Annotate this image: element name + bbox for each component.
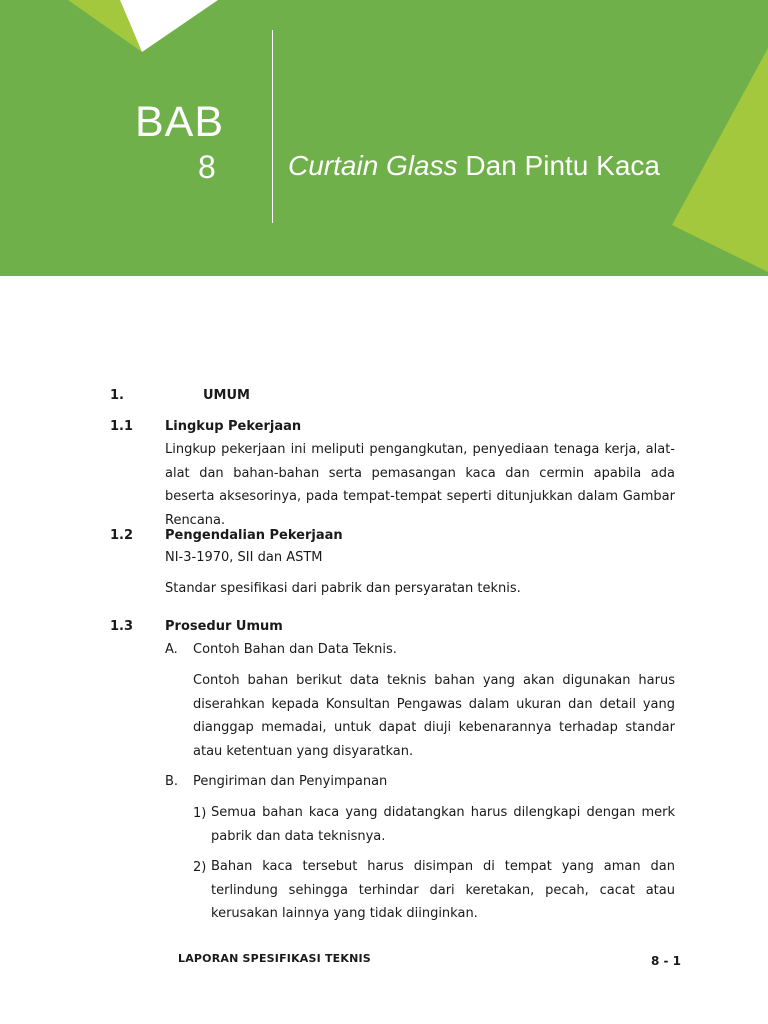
- list-item-title: Pengiriman dan Penyimpanan: [193, 774, 388, 789]
- chapter-number: 8: [198, 149, 216, 185]
- page-number: 8 - 1: [651, 954, 682, 968]
- section-title: UMUM: [203, 388, 250, 403]
- footer-report-title: LAPORAN SPESIFIKASI TEKNIS: [178, 952, 371, 965]
- numbered-item-number: 2): [193, 860, 207, 875]
- numbered-item-text: Semua bahan kaca yang didatangkan harus dilengkapi dengan merk pabrik dan data teknisnya.: [211, 805, 675, 844]
- subsection-title: Pengendalian Pekerjaan: [165, 528, 343, 543]
- list-letter: B.: [165, 774, 179, 789]
- standards-note: Standar spesifikasi dari pabrik dan persyaratan teknis.: [165, 581, 521, 596]
- subsection-title: Prosedur Umum: [165, 619, 283, 634]
- chapter-title-italic: Curtain Glass: [288, 150, 458, 181]
- standards-line: NI-3-1970, SII dan ASTM: [165, 550, 323, 565]
- chapter-title-rest: Dan Pintu Kaca: [457, 150, 660, 181]
- subsection-title: Lingkup Pekerjaan: [165, 419, 302, 434]
- subsection-number: 1.3: [110, 619, 134, 634]
- paragraph-lingkup: Lingkup pekerjaan ini meliputi pengangkutan, penyediaan tenaga kerja, alat-alat dan bahan-bahan serta pemasangan kaca dan cermin apabila ada beserta aksesorinya, pada tempat-tempat seperti ditunjukkan dalam Gambar Rencana.: [165, 442, 675, 528]
- paragraph-contoh-bahan: Contoh bahan berikut data teknis bahan yang akan digunakan harus diserahkan kepada Konsultan Pengawas dalam ukuran dan detail yang dianggap memadai, untuk dapat diuji kebenarannya terhadap standar atau ketentuan yang disyaratkan.: [193, 673, 675, 759]
- chapter-label: BAB: [135, 98, 225, 146]
- subsection-number: 1.1: [110, 419, 134, 434]
- section-number: 1.: [110, 388, 124, 403]
- list-item-title: Contoh Bahan dan Data Teknis.: [193, 642, 397, 657]
- numbered-item-text: Bahan kaca tersebut harus disimpan di tempat yang aman dan terlindung sehingga terhindar dari keretakan, pecah, cacat atau kerusakan lainnya yang tidak diinginkan.: [211, 859, 675, 921]
- subsection-number: 1.2: [110, 528, 134, 543]
- numbered-item-number: 1): [193, 806, 207, 821]
- list-letter: A.: [165, 642, 178, 657]
